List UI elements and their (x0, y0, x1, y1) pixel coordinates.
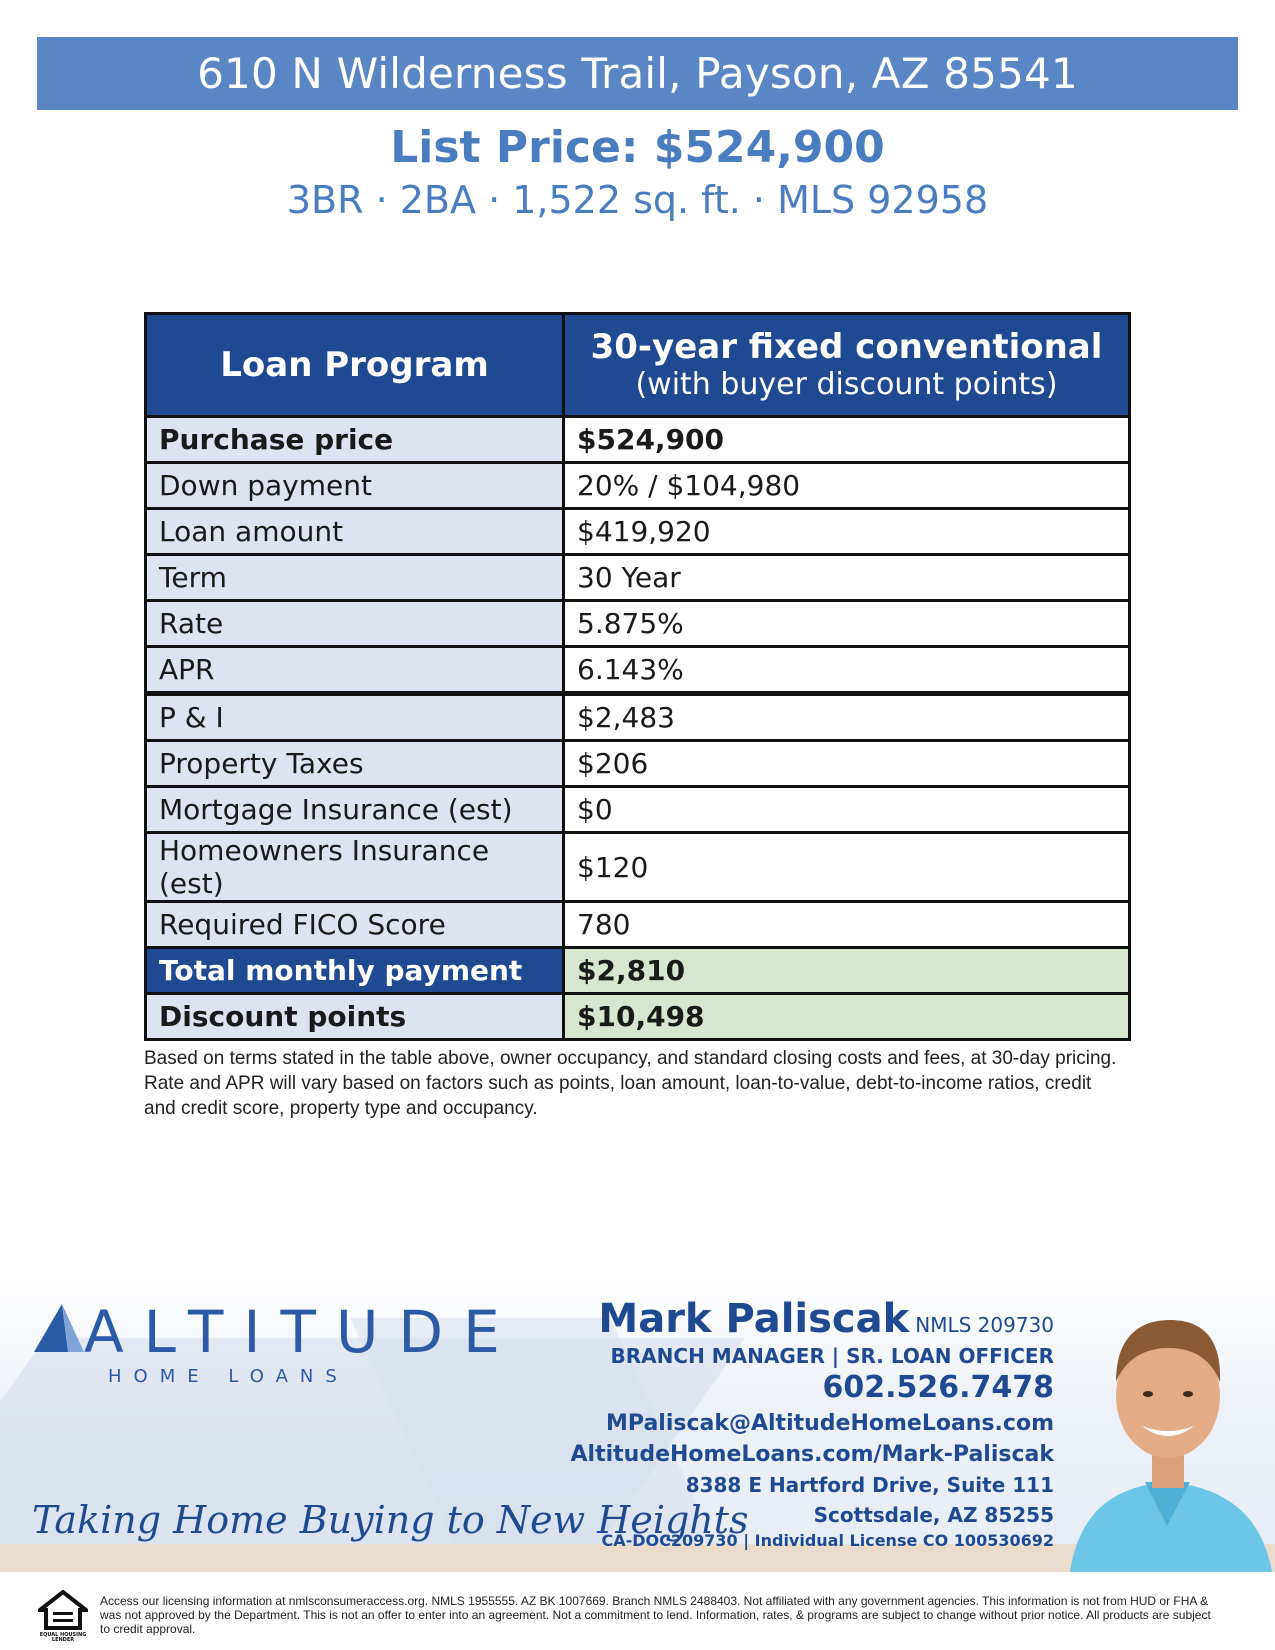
equal-housing-icon (38, 1590, 88, 1642)
table-row (146, 694, 1130, 741)
row-value: $206 (564, 741, 1130, 787)
row-label: Homeowners Insurance (est) (146, 833, 564, 902)
total-value: $2,810 (564, 948, 1130, 994)
tagline: Taking Home Buying to New Heights (32, 1498, 749, 1542)
svg-text:EQUAL HOUSING: EQUAL HOUSING (39, 1632, 87, 1638)
table-header-row (146, 314, 1130, 417)
discount-label: Discount points (146, 994, 564, 1040)
table-row (146, 741, 1130, 787)
table-row (146, 833, 1130, 902)
address-line1: 8388 E Hartford Drive, Suite 111 (685, 1473, 1054, 1497)
row-label: APR (146, 647, 564, 694)
contact-block (571, 1296, 1054, 1550)
officer-nmls: NMLS 209730 (915, 1313, 1054, 1337)
table-row (146, 417, 1130, 463)
table-row (146, 902, 1130, 948)
row-label: P & I (146, 694, 564, 741)
program-header (564, 314, 1130, 417)
row-label: Mortgage Insurance (est) (146, 787, 564, 833)
property-specs: 3BR · 2BA · 1,522 sq. ft. · MLS 92958 (286, 178, 989, 222)
row-value: 5.875% (564, 601, 1130, 647)
mountain-icon (34, 1304, 84, 1354)
program-subtitle: (with buyer discount points) (635, 367, 1058, 403)
legal-text: Access our licensing information at nmlsconsumeraccess.org. NMLS 1955555. AZ BK 1007669. Branch NMLS 2488403. Not affiliated with any government agencies. This information is not from HUD or FHA & was not approved by the Department. This is not an offer to enter into an agreement. Not a commitment to lend. Information, rates, & programs are subject to change without prior notice. All products are subject to credit approval. (100, 1594, 1211, 1636)
row-label: Property Taxes (146, 741, 564, 787)
total-row (146, 948, 1130, 994)
row-label: Rate (146, 601, 564, 647)
phone-number[interactable]: 602.526.7478 (822, 1370, 1054, 1405)
table-disclaimer: Based on terms stated in the table above, owner occupancy, and standard closing costs and fees, at 30-day pricing. Rate and APR will vary based on factors such as points, loan amount, loan-to-value, debt-to-income ratios, credit and credit score, property type and occupancy. (144, 1048, 1117, 1119)
discount-value: $10,498 (564, 994, 1130, 1040)
table-row (146, 787, 1130, 833)
email-link[interactable]: MPaliscak@AltitudeHomeLoans.com (606, 1411, 1054, 1436)
row-label: Term (146, 555, 564, 601)
website-link[interactable]: AltitudeHomeLoans.com/Mark-Paliscak (570, 1442, 1054, 1467)
table-row (146, 509, 1130, 555)
row-label: Purchase price (146, 417, 564, 463)
svg-text:LENDER: LENDER (51, 1637, 75, 1642)
row-label: Required FICO Score (146, 902, 564, 948)
total-label: Total monthly payment (146, 948, 564, 994)
officer-title: BRANCH MANAGER | SR. LOAN OFFICER (610, 1344, 1054, 1368)
row-value: 6.143% (564, 647, 1130, 694)
row-value: 30 Year (564, 555, 1130, 601)
logo-subtext: HOME LOANS (108, 1366, 349, 1387)
row-value: 780 (564, 902, 1130, 948)
discount-row (146, 994, 1130, 1040)
row-label: Down payment (146, 463, 564, 509)
row-value: $120 (564, 833, 1130, 902)
table-row (146, 601, 1130, 647)
row-value: $0 (564, 787, 1130, 833)
row-value: $524,900 (564, 417, 1130, 463)
row-value: $419,920 (564, 509, 1130, 555)
address-line2: Scottsdale, AZ 85255 (813, 1503, 1054, 1527)
loan-table (144, 312, 1131, 1041)
row-label: Loan amount (146, 509, 564, 555)
loan-officer-name (571, 1296, 1054, 1342)
loan-program-header: Loan Program (146, 314, 564, 417)
list-price: List Price: $524,900 (390, 122, 885, 173)
officer-name: Mark Paliscak (598, 1296, 910, 1342)
table-row (146, 555, 1130, 601)
property-address: 610 N Wilderness Trail, Payson, AZ 85541 (197, 49, 1078, 98)
logo-wordmark: ALTITUDE (84, 1298, 520, 1366)
table-row (146, 463, 1130, 509)
table-row (146, 647, 1130, 694)
program-title: 30-year fixed conventional (590, 326, 1103, 367)
officer-photo (1060, 1286, 1275, 1572)
row-value: 20% / $104,980 (564, 463, 1130, 509)
address-banner (37, 37, 1238, 110)
row-value: $2,483 (564, 694, 1130, 741)
license-info: CA-DOC209730 | Individual License CO 100530692 (601, 1531, 1054, 1550)
altitude-logo (34, 1296, 520, 1366)
